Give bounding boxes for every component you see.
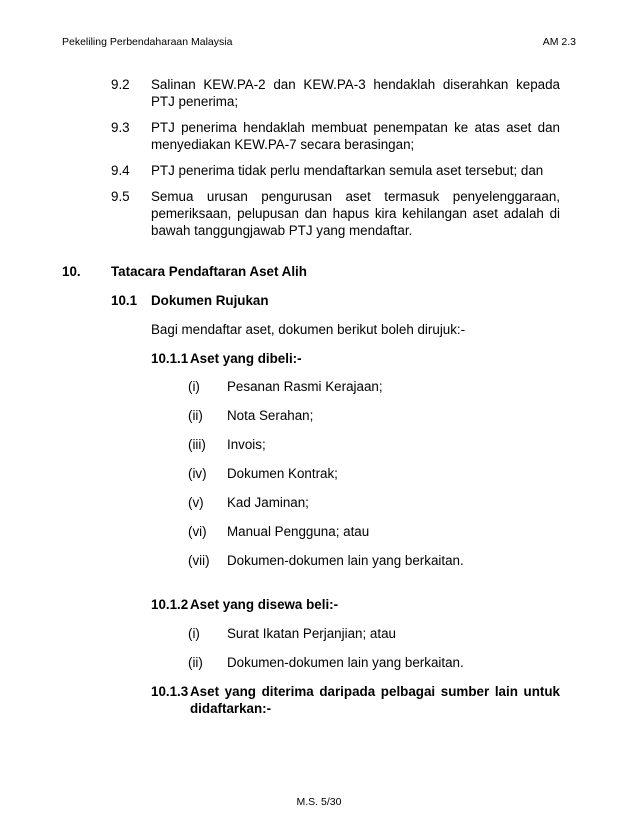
section-number: 10. bbox=[62, 264, 81, 279]
item-number: 9.2 bbox=[111, 77, 130, 92]
item-text: PTJ penerima hendaklah membuat penempatan ke atas aset dan menyediakan KEW.PA-7 secara berasingan; bbox=[151, 120, 560, 152]
item-text: Surat Ikatan Perjanjian; atau bbox=[227, 626, 396, 641]
item-number: 9.3 bbox=[111, 120, 130, 135]
roman-numeral: (vii) bbox=[188, 553, 210, 568]
subsection-title: Dokumen Rujukan bbox=[151, 293, 269, 308]
item-number: 9.5 bbox=[111, 189, 130, 204]
item-text: Dokumen-dokumen lain yang berkaitan. bbox=[227, 553, 464, 568]
item-text: Salinan KEW.PA-2 dan KEW.PA-3 hendaklah diserahkan kepada PTJ penerima; bbox=[151, 77, 560, 109]
item-text: PTJ penerima tidak perlu mendaftarkan semula aset tersebut; dan bbox=[151, 163, 544, 178]
subsubsection-title: Aset yang diterima daripada pelbagai sumber lain untuk didaftarkan:- bbox=[190, 684, 560, 716]
subsubsection-number: 10.1.1 bbox=[151, 351, 189, 366]
roman-numeral: (ii) bbox=[188, 408, 203, 423]
item-text: Manual Pengguna; atau bbox=[227, 524, 370, 539]
roman-numeral: (v) bbox=[188, 495, 204, 510]
item-text: Dokumen Kontrak; bbox=[227, 466, 338, 481]
header-left: Pekeliling Perbendaharaan Malaysia bbox=[62, 36, 233, 48]
roman-numeral: (i) bbox=[188, 379, 200, 394]
item-text: Dokumen-dokumen lain yang berkaitan. bbox=[227, 655, 464, 670]
section-title: Tatacara Pendaftaran Aset Alih bbox=[111, 264, 307, 279]
intro-text: Bagi mendaftar aset, dokumen berikut boleh dirujuk:- bbox=[151, 322, 466, 337]
page-number: M.S. 5/30 bbox=[296, 796, 342, 808]
roman-numeral: (iii) bbox=[188, 437, 206, 452]
item-text: Invois; bbox=[227, 437, 266, 452]
roman-numeral: (vi) bbox=[188, 524, 207, 539]
header-right: AM 2.3 bbox=[542, 36, 576, 48]
item-text: Nota Serahan; bbox=[227, 408, 314, 423]
item-text: Semua urusan pengurusan aset termasuk penyelenggaraan, pemeriksaan, pelupusan dan hapus kira kehilangan aset adalah di bawah tanggungjawab PTJ yang mendaftar. bbox=[151, 189, 560, 238]
item-text: Pesanan Rasmi Kerajaan; bbox=[227, 379, 383, 394]
subsection-number: 10.1 bbox=[111, 293, 138, 308]
subsubsection-title: Aset yang disewa beli:- bbox=[190, 597, 339, 612]
roman-numeral: (iv) bbox=[188, 466, 207, 481]
item-text: Kad Jaminan; bbox=[227, 495, 309, 510]
subsubsection-number: 10.1.2 bbox=[151, 597, 189, 612]
subsubsection-title: Aset yang dibeli:- bbox=[190, 351, 302, 366]
subsubsection-number: 10.1.3 bbox=[151, 684, 189, 699]
item-number: 9.4 bbox=[111, 163, 130, 178]
roman-numeral: (i) bbox=[188, 626, 200, 641]
roman-numeral: (ii) bbox=[188, 655, 203, 670]
